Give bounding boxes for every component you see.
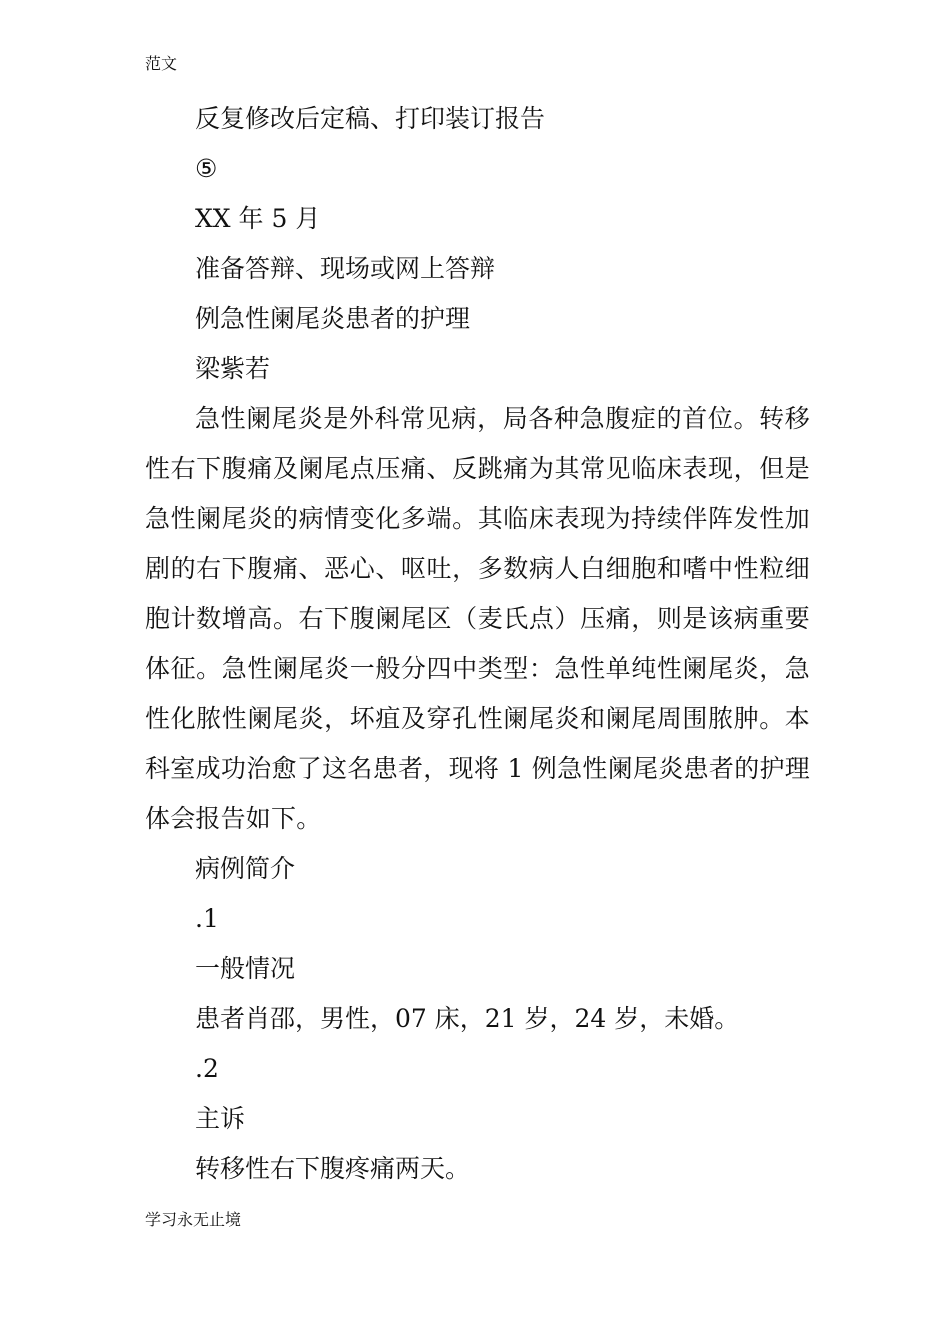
text-line-defense: 准备答辩、现场或网上答辩 xyxy=(195,254,496,283)
section-heading-case: 病例简介 xyxy=(195,854,296,883)
document-title: 例急性阑尾炎患者的护理 xyxy=(195,304,471,333)
section-number-1: .1 xyxy=(195,904,219,933)
patient-info: 患者肖邵，男性，07 床，21 岁，24 岁，未婚。 xyxy=(195,1004,740,1033)
section-heading-general: 一般情况 xyxy=(195,954,296,983)
page-footer: 学习永无止境 xyxy=(145,1210,242,1229)
document-body xyxy=(145,94,810,1194)
text-line-date: XX 年 5 月 xyxy=(195,204,321,233)
page-header: 范文 xyxy=(145,54,178,73)
author-name: 梁紫若 xyxy=(195,354,271,383)
section-heading-complaint: 主诉 xyxy=(195,1104,246,1133)
text-line-revise-print: 反复修改后定稿、打印装订报告 xyxy=(195,104,546,133)
complaint-text: 转移性右下腹疼痛两天。 xyxy=(195,1154,471,1183)
section-number-2: .2 xyxy=(195,1054,219,1083)
intro-paragraph: 急性阑尾炎是外科常见病，局各种急腹症的首位。转移性右下腹痛及阑尾点压痛、反跳痛为其常见临床表现，但是急性阑尾炎的病情变化多端。其临床表现为持续伴阵发性加剧的右下腹痛、恶心、呕吐，多数病人白细胞和嗜中性粒细胞计数增高。右下腹阑尾区（麦氏点）压痛，则是该病重要体征。急性阑尾炎一般分四中类型：急性单纯性阑尾炎，急性化脓性阑尾炎，坏疽及穿孔性阑尾炎和阑尾周围脓肿。本科室成功治愈了这名患者，现将 1 例急性阑尾炎患者的护理体会报告如下。 xyxy=(145,404,810,833)
text-line-step-number: ⑤ xyxy=(195,154,218,183)
